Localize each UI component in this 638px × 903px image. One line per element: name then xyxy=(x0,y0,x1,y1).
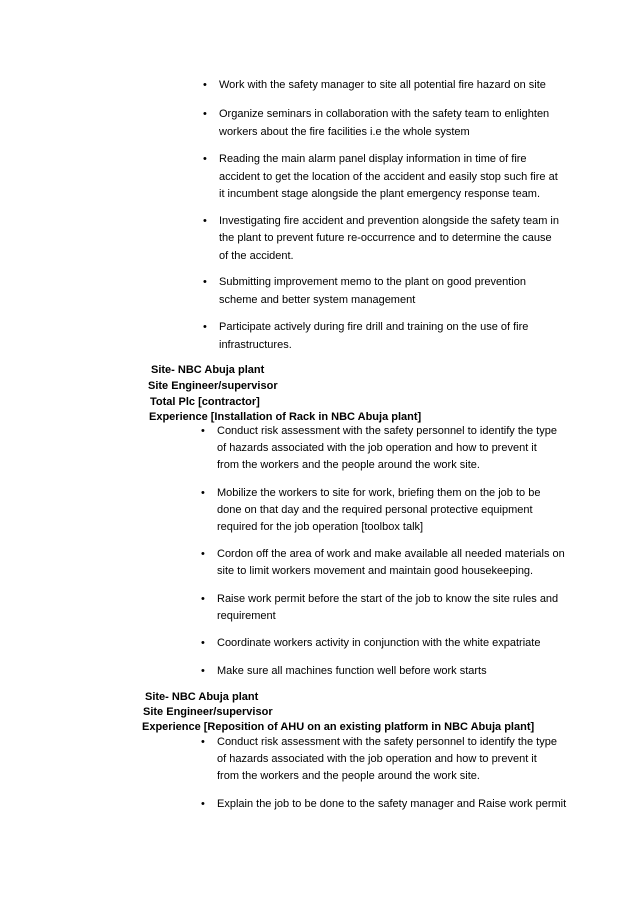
bullet-text: workers about the fire facilities i.e the whole system xyxy=(219,126,470,138)
bullet-text: Investigating fire accident and prevention alongside the safety team in xyxy=(219,215,559,227)
bullet: • xyxy=(201,593,205,605)
bullet-text: site to limit workers movement and maintain good housekeeping. xyxy=(217,565,534,577)
bullet-text: Work with the safety manager to site all potential fire hazard on site xyxy=(219,79,546,91)
bullet-text: from the workers and the people around the work site. xyxy=(217,459,480,471)
bullet: • xyxy=(203,215,207,227)
site-heading: Site- NBC Abuja plant xyxy=(145,691,259,703)
bullet-text: Make sure all machines function well before work starts xyxy=(217,665,487,677)
bullet-text: Participate actively during fire drill and training on the use of fire xyxy=(219,321,529,333)
role-heading: Site Engineer/supervisor xyxy=(148,380,278,392)
bullet-text: required for the job operation [toolbox talk] xyxy=(217,521,424,533)
site-heading: Site- NBC Abuja plant xyxy=(151,364,265,376)
role-heading: Site Engineer/supervisor xyxy=(143,706,273,718)
bullet: • xyxy=(201,487,205,499)
bullet: • xyxy=(203,276,207,288)
bullet: • xyxy=(201,665,205,677)
bullet: • xyxy=(203,108,207,120)
bullet: • xyxy=(201,798,205,810)
bullet-text: requirement xyxy=(217,610,276,622)
bullet-text: it incumbent stage alongside the plant emergency response team. xyxy=(219,188,541,200)
bullet-text: accident to get the location of the accident and easily stop such fire at xyxy=(219,171,558,183)
experience-heading: Experience [Installation of Rack in NBC Abuja plant] xyxy=(149,411,422,423)
experience-heading: Experience [Reposition of AHU on an existing platform in NBC Abuja plant] xyxy=(142,721,535,733)
bullet: • xyxy=(203,153,207,165)
bullet-text: Mobilize the workers to site for work, briefing them on the job to be xyxy=(217,487,541,499)
bullet-text: infrastructures. xyxy=(219,339,292,351)
company-heading: Total Plc [contractor] xyxy=(150,396,260,408)
bullet-text: Cordon off the area of work and make available all needed materials on xyxy=(217,548,565,560)
bullet-text: Conduct risk assessment with the safety personnel to identify the type xyxy=(217,736,557,748)
bullet: • xyxy=(203,321,207,333)
bullet-text: scheme and better system management xyxy=(219,294,416,306)
bullet-text: Raise work permit before the start of the job to know the site rules and xyxy=(217,593,559,605)
bullet-text: of the accident. xyxy=(219,250,294,262)
bullet: • xyxy=(201,425,205,437)
bullet-text: Reading the main alarm panel display information in time of fire xyxy=(219,153,527,165)
bullet-text: the plant to prevent future re-occurrence and to determine the cause xyxy=(219,232,552,244)
bullet: • xyxy=(203,79,207,91)
bullet-text: Explain the job to be done to the safety manager and Raise work permit xyxy=(217,798,567,810)
bullet-text: Coordinate workers activity in conjunction with the white expatriate xyxy=(217,637,541,649)
bullet: • xyxy=(201,637,205,649)
bullet-text: Submitting improvement memo to the plant on good prevention xyxy=(219,276,526,288)
bullet: • xyxy=(201,736,205,748)
bullet-text: done on that day and the required personal protective equipment xyxy=(217,504,533,516)
bullet-text: Conduct risk assessment with the safety personnel to identify the type xyxy=(217,425,557,437)
bullet-text: of hazards associated with the job operation and how to prevent it xyxy=(217,753,537,765)
bullet-text: from the workers and the people around the work site. xyxy=(217,770,480,782)
bullet-text: Organize seminars in collaboration with the safety team to enlighten xyxy=(219,108,550,120)
bullet-text: of hazards associated with the job operation and how to prevent it xyxy=(217,442,537,454)
bullet: • xyxy=(201,548,205,560)
